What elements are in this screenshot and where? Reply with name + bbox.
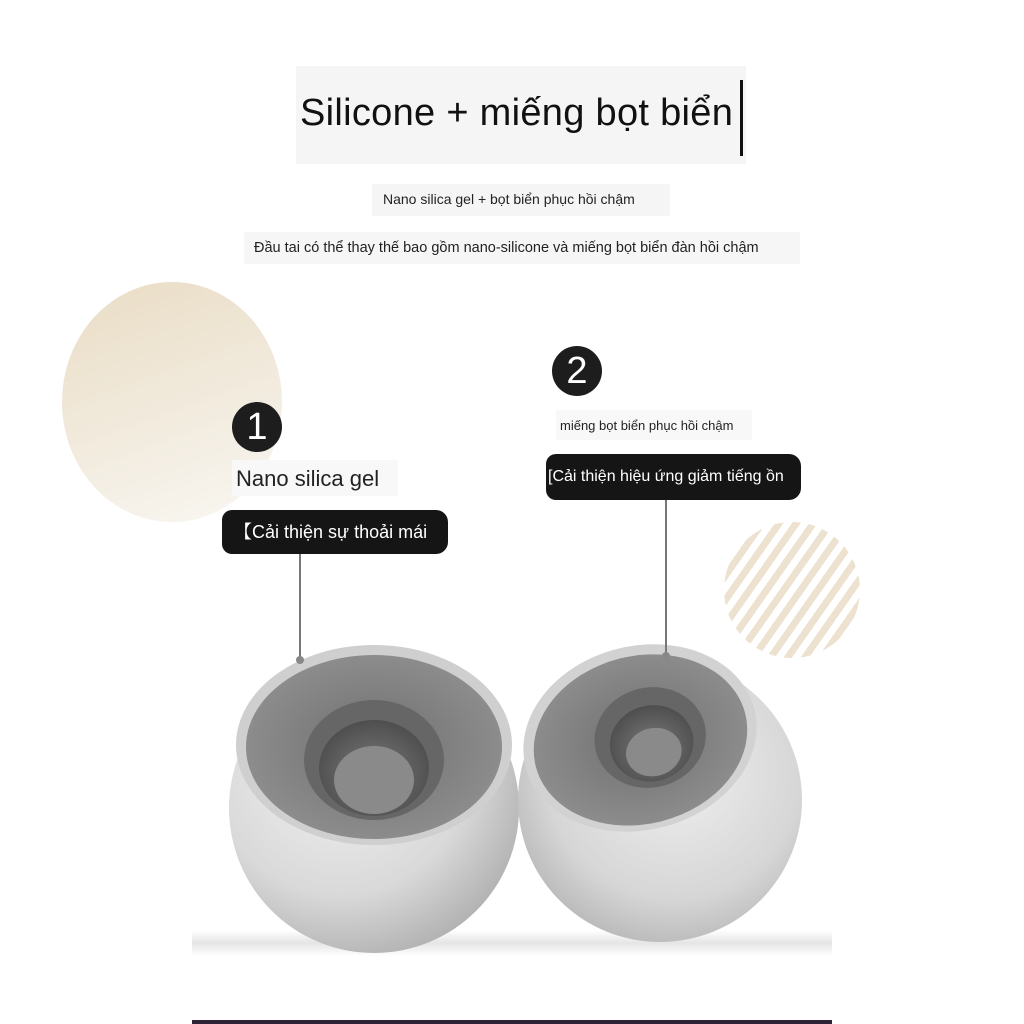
leader-dot-2 (662, 652, 670, 660)
leader-dot-1 (296, 656, 304, 664)
label-nano-silica-gel: Nano silica gel (236, 466, 380, 491)
leader-line-1 (299, 554, 301, 658)
description: Đầu tai có thể thay thế bao gồm nano-silicone và miếng bọt biển đàn hồi chậm (254, 240, 759, 256)
noise-reduction-pill: [Cải thiện hiệu ứng giảm tiếng ồn (546, 454, 801, 500)
subtitle: Nano silica gel + bọt biển phục hồi chậm (383, 191, 635, 207)
number-badge-2: 2 (552, 346, 602, 396)
right-eartip (503, 620, 802, 942)
leader-line-2 (665, 500, 667, 654)
number-badge-1: 1 (232, 402, 282, 452)
left-eartip (229, 645, 519, 953)
page-title: Silicone + miếng bọt biển (300, 92, 734, 134)
comfort-pill: 【Cải thiện sự thoải mái (222, 510, 448, 554)
bottom-border (192, 1020, 832, 1024)
label-slow-rebound-foam: miếng bọt biển phục hồi chậm (560, 418, 734, 433)
